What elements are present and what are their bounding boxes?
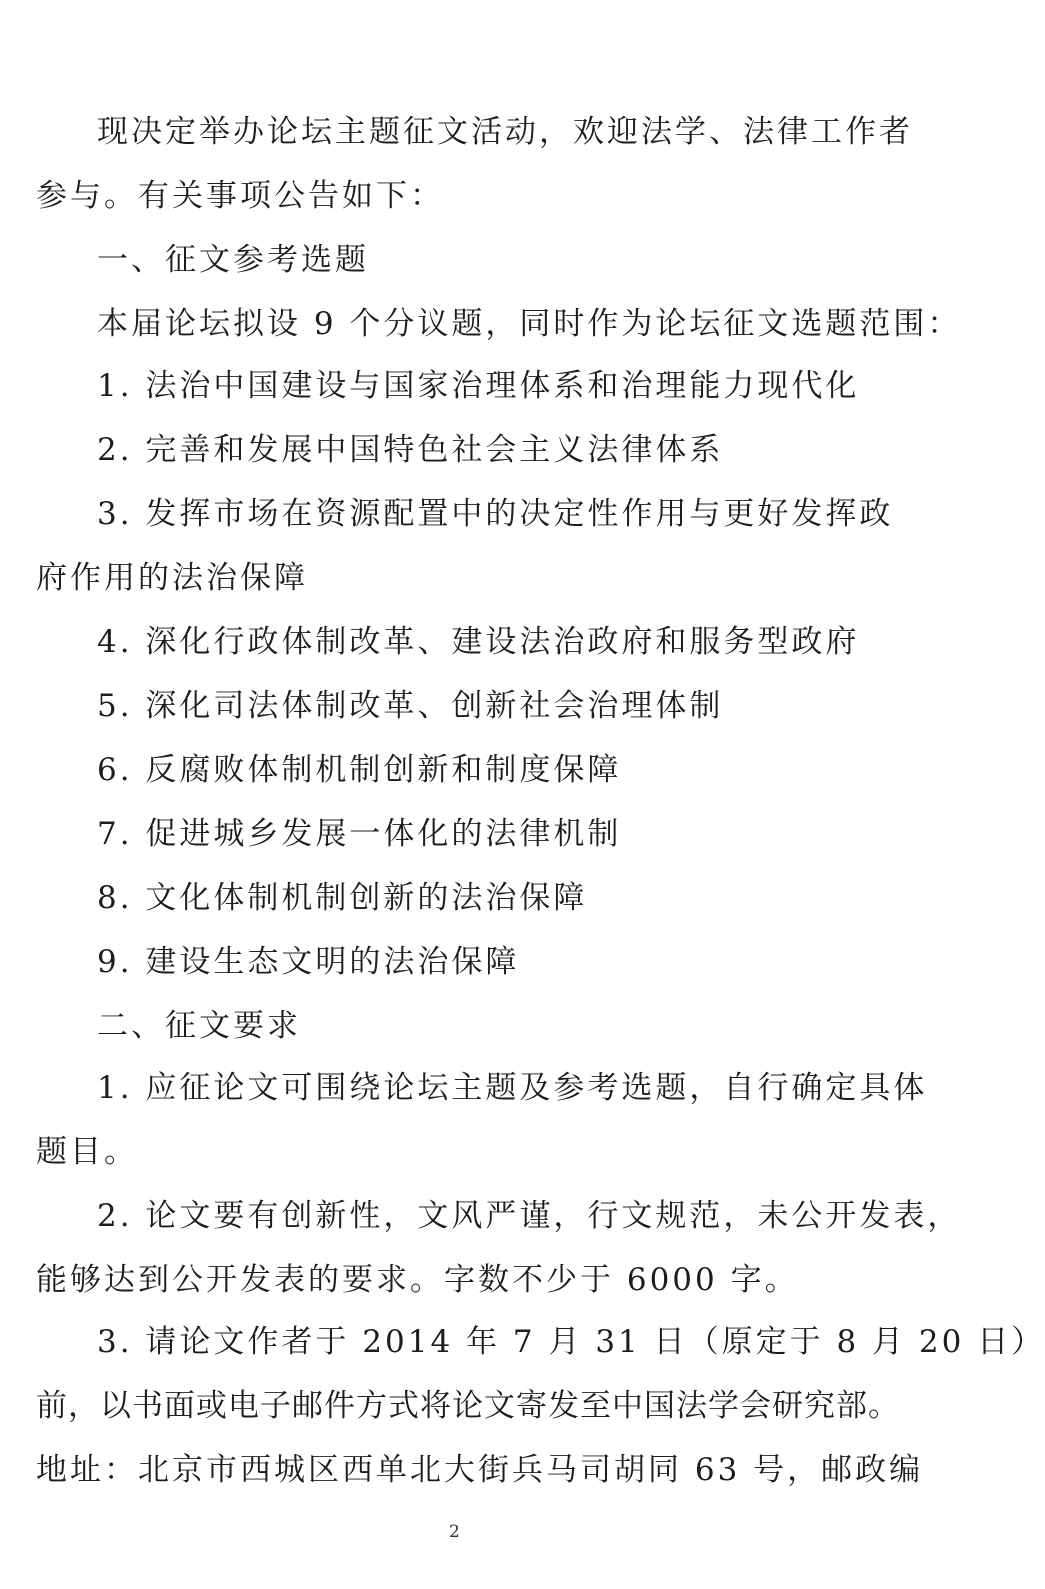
intro-line-2: 参与。有关事项公告如下：: [36, 178, 444, 214]
topic-9: 9. 建设生态文明的法治保障: [97, 944, 520, 980]
topic-5: 5. 深化司法体制改革、创新社会治理体制: [97, 688, 724, 724]
topic-1: 1. 法治中国建设与国家治理体系和治理能力现代化: [97, 368, 860, 404]
requirement-2: 2. 论文要有创新性，文风严谨，行文规范，未公开发表，: [97, 1198, 962, 1234]
intro-line-1: 现决定举办论坛主题征文活动，欢迎法学、法律工作者: [97, 114, 913, 150]
topic-4: 4. 深化行政体制改革、建设法治政府和服务型政府: [97, 624, 860, 660]
address-line: 地址：北京市西城区西单北大街兵马司胡同 63 号，邮政编: [36, 1452, 924, 1488]
requirement-2-continued: 能够达到公开发表的要求。字数不少于 6000 字。: [36, 1262, 799, 1298]
topic-8: 8. 文化体制机制创新的法治保障: [97, 880, 588, 916]
requirement-1-continued: 题目。: [36, 1134, 138, 1170]
requirement-3-continued: 前，以书面或电子邮件方式将论文寄发至中国法学会研究部。: [36, 1388, 900, 1424]
topic-2: 2. 完善和发展中国特色社会主义法律体系: [97, 432, 724, 468]
topic-3: 3. 发挥市场在资源配置中的决定性作用与更好发挥政: [97, 496, 894, 532]
topic-6: 6. 反腐败体制机制创新和制度保障: [97, 752, 622, 788]
requirement-1: 1. 应征论文可围绕论坛主题及参考选题，自行确定具体: [97, 1070, 928, 1106]
topic-3-continued: 府作用的法治保障: [36, 560, 308, 596]
section-1-heading: 一、征文参考选题: [97, 242, 369, 278]
topic-7: 7. 促进城乡发展一体化的法律机制: [97, 816, 622, 852]
requirement-3: 3. 请论文作者于 2014 年 7 月 31 日（原定于 8 月 20 日）: [97, 1324, 1045, 1360]
section-2-heading: 二、征文要求: [97, 1008, 301, 1044]
section-1-lead: 本届论坛拟设 9 个分议题，同时作为论坛征文选题范围：: [97, 306, 962, 342]
page-number: 2: [449, 1522, 460, 1542]
